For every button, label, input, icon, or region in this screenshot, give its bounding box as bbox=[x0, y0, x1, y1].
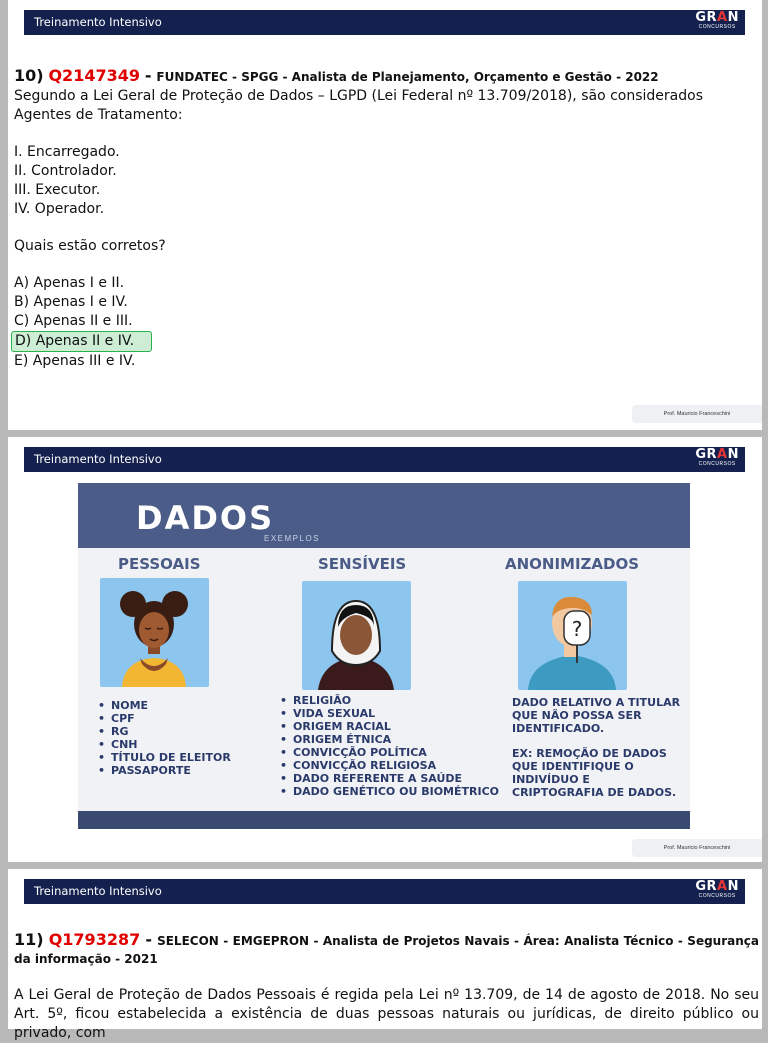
gran-logo bbox=[695, 448, 739, 467]
statement-item: I. Encarregado. bbox=[14, 144, 120, 160]
list-item: • ORIGEM ÉTNICA bbox=[280, 733, 499, 746]
professor-tag: Prof. Mauricio Franceschini bbox=[632, 405, 762, 423]
question-separator: - bbox=[144, 66, 152, 85]
header-title: Treinamento Intensivo bbox=[34, 452, 162, 466]
dados-infographic bbox=[78, 483, 690, 829]
question-header bbox=[14, 931, 759, 968]
list-item: • DADO REFERENTE A SAÚDE bbox=[280, 772, 499, 785]
slide-header bbox=[24, 10, 745, 35]
answer-option-e[interactable]: E) Apenas III e IV. bbox=[14, 353, 136, 369]
slide-question-11 bbox=[8, 869, 762, 1041]
question-stem: A Lei Geral de Proteção de Dados Pessoais é regida pela Lei nº 13.709, de 14 de agosto de 2018. No seu Art. 5º, ficou estabelecida a existência de duas pessoas naturais ou jurídicas, de direito público ou privado, com bbox=[14, 987, 759, 1041]
slide-header bbox=[24, 447, 745, 472]
question-code[interactable]: Q2147349 bbox=[48, 66, 140, 85]
slide-question-10 bbox=[8, 0, 762, 430]
person-headscarf-icon bbox=[302, 581, 411, 690]
question-11 bbox=[14, 931, 759, 1043]
question-number: 10) bbox=[14, 66, 44, 85]
list-item: • ORIGEM RACIAL bbox=[280, 720, 499, 733]
anonymous-person-icon bbox=[518, 581, 627, 690]
list-item: • CONVICÇÃO POLÍTICA bbox=[280, 746, 499, 759]
list-item: • VIDA SEXUAL bbox=[280, 707, 499, 720]
list-item: • CNH bbox=[98, 738, 231, 751]
answer-option-c[interactable]: C) Apenas II e III. bbox=[14, 313, 133, 329]
dados-bottom-bar bbox=[78, 811, 690, 829]
question-prompt: Quais estão corretos? bbox=[14, 238, 166, 254]
statement-list bbox=[14, 143, 759, 219]
question-code[interactable]: Q1793287 bbox=[48, 930, 141, 949]
header-title: Treinamento Intensivo bbox=[34, 884, 162, 898]
question-separator: - bbox=[145, 930, 152, 949]
list-item: • NOME bbox=[98, 699, 231, 712]
list-item: • TÍTULO DE ELEITOR bbox=[98, 751, 231, 764]
question-meta: SELECON - EMGEPRON - Analista de Projetos Navais - Área: Analista Técnico - Segurança da informação - 2021 bbox=[14, 934, 759, 966]
list-item: • PASSAPORTE bbox=[98, 764, 231, 777]
question-10 bbox=[14, 66, 759, 371]
statement-item: IV. Operador. bbox=[14, 201, 105, 217]
col-title-sensiveis: SENSÍVEIS bbox=[318, 555, 407, 573]
answer-option-d-correct[interactable]: D) Apenas II e IV. bbox=[11, 331, 152, 352]
col-title-anonimizados: ANONIMIZADOS bbox=[505, 555, 640, 573]
answer-option-b[interactable]: B) Apenas I e IV. bbox=[14, 294, 128, 310]
logo-main: GRAN bbox=[695, 10, 739, 25]
dados-title: DADOS bbox=[136, 499, 275, 537]
question-stem: Segundo a Lei Geral de Proteção de Dados – LGPD (Lei Federal nº 13.709/2018), são considerados Agentes de Tratamento: bbox=[14, 88, 703, 123]
dados-subtitle: EXEMPLOS bbox=[264, 534, 321, 543]
question-mark-icon: ? bbox=[571, 617, 583, 641]
list-item: • RELIGIÃO bbox=[280, 694, 499, 707]
gran-logo bbox=[695, 880, 739, 899]
col-title-pessoais: PESSOAIS bbox=[118, 555, 201, 573]
anonimizados-example: EX: REMOÇÃO DE DADOS QUE IDENTIFIQUE O INDIVÍDUO E CRIPTOGRAFIA DE DADOS. bbox=[512, 747, 677, 799]
logo-sub: CONCURSOS bbox=[698, 893, 736, 899]
question-meta: FUNDATEC - SPGG - Analista de Planejamento, Orçamento e Gestão - 2022 bbox=[156, 70, 659, 84]
professor-tag: Prof. Mauricio Franceschini bbox=[632, 839, 762, 857]
statement-item: II. Controlador. bbox=[14, 163, 117, 179]
question-number: 11) bbox=[14, 930, 44, 949]
person-illustration-icon bbox=[100, 578, 209, 687]
statement-item: III. Executor. bbox=[14, 182, 101, 198]
logo-sub: CONCURSOS bbox=[698, 461, 736, 467]
slide-dados bbox=[8, 437, 762, 862]
avatar-anonimizados bbox=[518, 581, 627, 690]
slide-header bbox=[24, 879, 745, 904]
answer-option-a[interactable]: A) Apenas I e II. bbox=[14, 275, 125, 291]
list-item: • CPF bbox=[98, 712, 231, 725]
list-item: • DADO GENÉTICO OU BIOMÉTRICO bbox=[280, 785, 499, 798]
list-item: • RG bbox=[98, 725, 231, 738]
header-title: Treinamento Intensivo bbox=[34, 15, 162, 29]
avatar-sensiveis bbox=[302, 581, 411, 690]
list-item: • CONVICÇÃO RELIGIOSA bbox=[280, 759, 499, 772]
avatar-pessoais bbox=[100, 578, 209, 687]
list-pessoais bbox=[98, 699, 231, 777]
question-header bbox=[14, 66, 759, 87]
gran-logo bbox=[695, 11, 739, 30]
logo-sub: CONCURSOS bbox=[698, 24, 736, 30]
list-sensiveis bbox=[280, 694, 499, 798]
answer-options bbox=[14, 274, 759, 371]
logo-main: GRAN bbox=[695, 447, 739, 462]
anonimizados-definition: DADO RELATIVO A TITULAR QUE NÃO POSSA SER IDENTIFICADO. bbox=[512, 696, 681, 735]
logo-main: GRAN bbox=[695, 879, 739, 894]
